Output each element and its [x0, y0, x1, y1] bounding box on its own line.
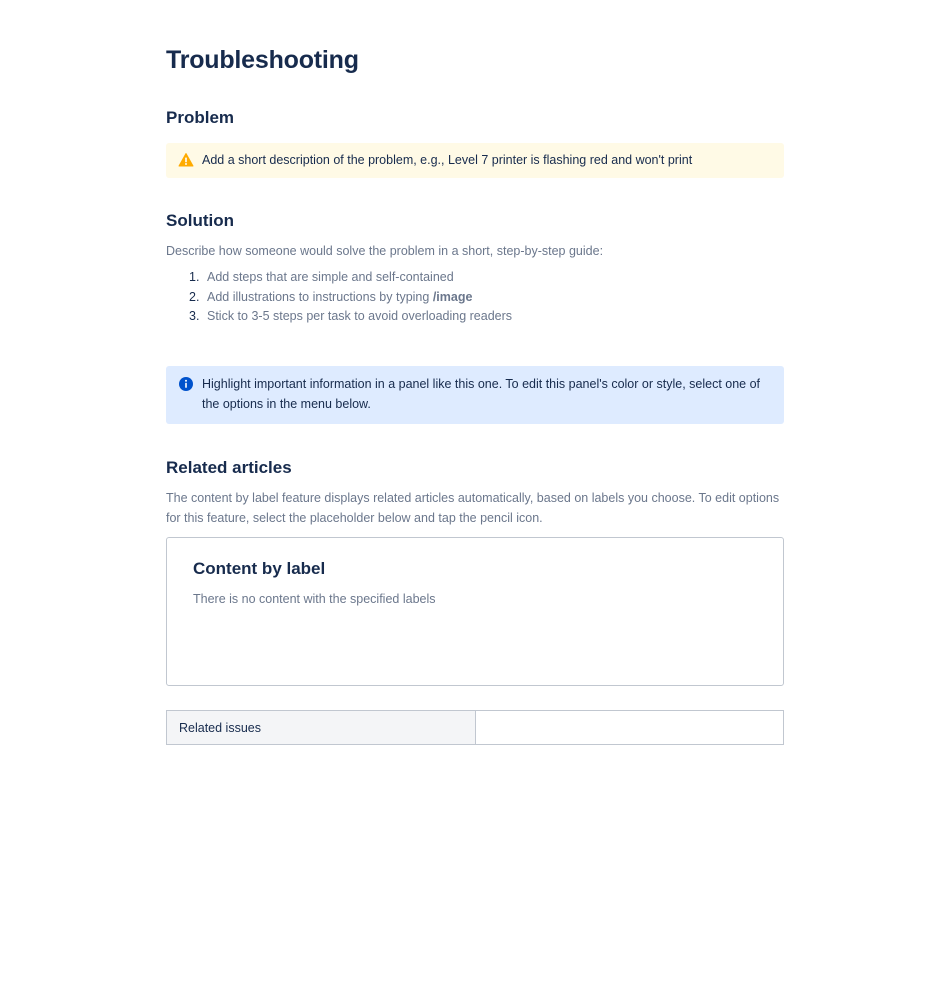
step-text: Stick to 3-5 steps per task to avoid overloading readers	[207, 309, 513, 323]
solution-steps-list	[166, 268, 512, 327]
info-panel[interactable]	[166, 366, 784, 424]
list-item	[166, 268, 512, 288]
related-issues-label[interactable]: Related issues	[167, 711, 476, 745]
step-number: 3.	[189, 309, 200, 323]
related-issues-value[interactable]	[476, 711, 784, 745]
problem-heading: Problem	[166, 108, 235, 127]
step-number: 2.	[189, 289, 200, 304]
related-issues-table	[166, 710, 784, 745]
step-command: /image	[432, 289, 473, 304]
macro-empty-message: There is no content with the specified labels	[193, 592, 436, 606]
list-item	[166, 307, 512, 327]
warning-icon	[178, 152, 194, 168]
step-text: Add steps that are simple and self-contained	[207, 270, 454, 284]
page-title: Troubleshooting	[166, 46, 359, 74]
info-panel-text: Highlight important information in a panel like this one. To edit this panel's color or style, select one of the options in the menu below.	[202, 377, 761, 411]
macro-title: Content by label	[193, 559, 326, 578]
warning-panel[interactable]	[166, 143, 784, 178]
warning-panel-text: Add a short description of the problem, e.g., Level 7 printer is flashing red and won't print	[202, 153, 693, 167]
solution-heading: Solution	[166, 211, 234, 230]
solution-intro: Describe how someone would solve the problem in a short, step-by-step guide:	[166, 244, 604, 258]
table-row	[167, 711, 784, 745]
related-articles-heading: Related articles	[166, 458, 292, 477]
step-number: 1.	[189, 270, 200, 284]
list-item	[166, 288, 512, 308]
content-by-label-macro[interactable]	[166, 537, 784, 686]
info-icon	[178, 376, 194, 392]
related-articles-description: The content by label feature displays related articles automatically, based on labels you choose. To edit options for this feature, select the placeholder below and tap the pencil icon.	[166, 491, 780, 525]
step-text: Add illustrations to instructions by typing	[207, 289, 433, 304]
